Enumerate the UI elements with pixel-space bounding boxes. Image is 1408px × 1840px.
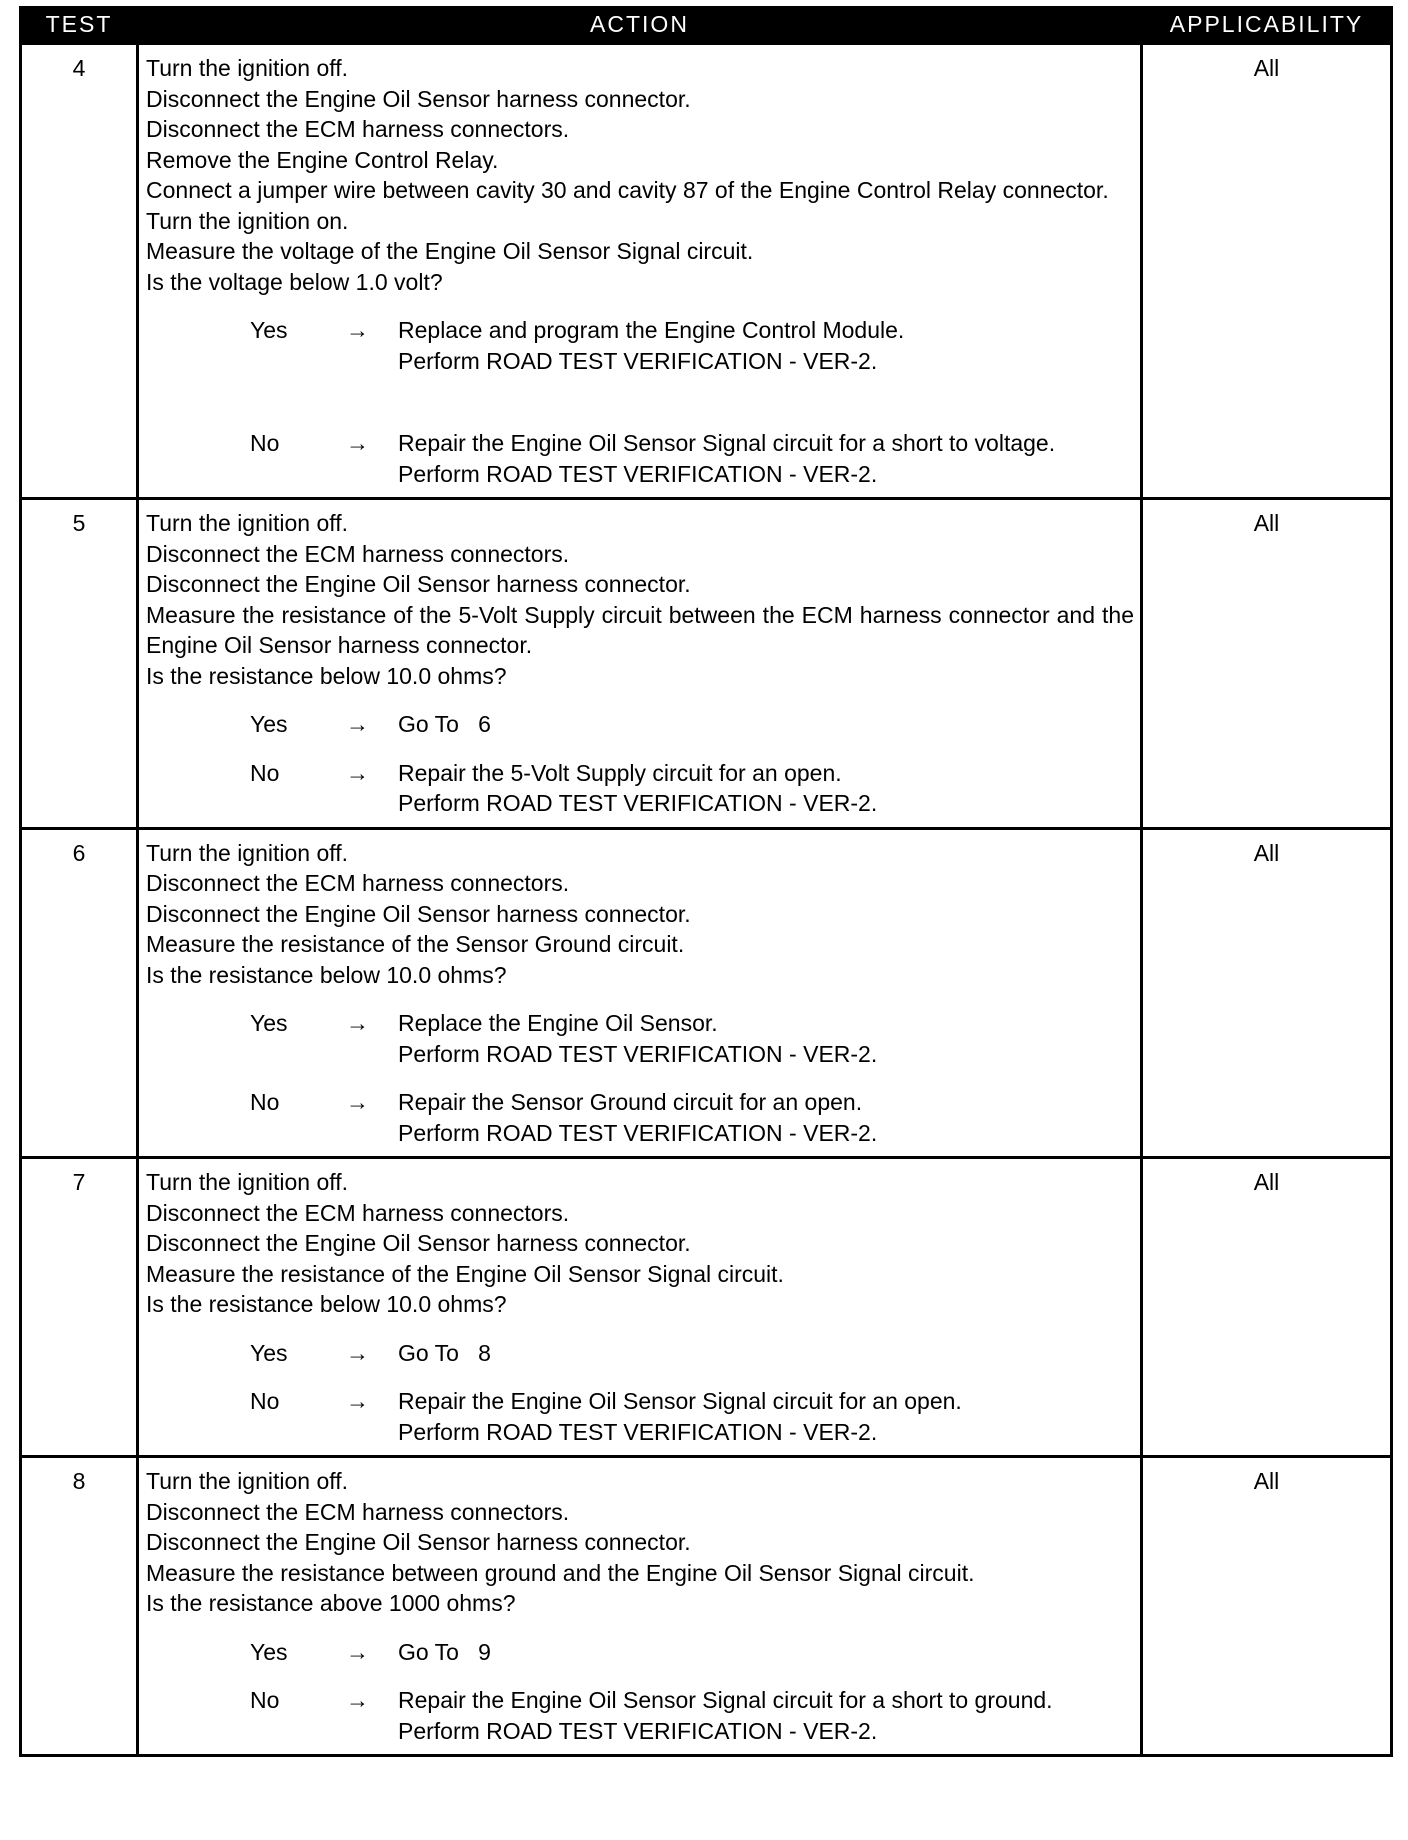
outcome-line: Repair the Engine Oil Sensor Signal circuit for a short to ground. bbox=[398, 1687, 1053, 1713]
outcome-yes-label: Yes bbox=[250, 1339, 288, 1366]
table-row bbox=[21, 499, 1392, 829]
action-step: Is the resistance below 10.0 ohms? bbox=[146, 1291, 507, 1317]
right-arrow-icon: → bbox=[346, 317, 369, 343]
action-step: Turn the ignition off. bbox=[146, 510, 349, 536]
outcome-yes bbox=[146, 1637, 1134, 1668]
outcome-no-text bbox=[398, 1087, 1134, 1148]
outcome-line: Perform ROAD TEST VERIFICATION - VER-2. bbox=[398, 1717, 878, 1744]
right-arrow-icon: → bbox=[346, 1687, 369, 1713]
outcome-line: Go To 8 bbox=[398, 1339, 491, 1366]
outcome-yes-text bbox=[398, 315, 1134, 376]
action-step: Disconnect the ECM harness connectors. bbox=[146, 870, 570, 896]
outcome-yes-label: Yes bbox=[250, 1638, 288, 1665]
outcome-line: Perform ROAD TEST VERIFICATION - VER-2. bbox=[398, 1119, 878, 1146]
action-step: Measure the voltage of the Engine Oil Sensor Signal circuit. bbox=[146, 238, 754, 264]
test-number: 6 bbox=[21, 828, 138, 1158]
outcome-line: Perform ROAD TEST VERIFICATION - VER-2. bbox=[398, 790, 878, 816]
outcome-line: Repair the Sensor Ground circuit for an open. bbox=[398, 1089, 863, 1115]
action-step: Disconnect the ECM harness connectors. bbox=[146, 116, 570, 142]
outcome-no-label: No bbox=[250, 1687, 280, 1713]
outcome-no-text bbox=[398, 1386, 1134, 1447]
outcome-line: Go To 9 bbox=[398, 1638, 491, 1665]
action-step: Turn the ignition off. bbox=[146, 55, 349, 81]
outcome-no-text bbox=[398, 428, 1134, 489]
outcome-line: Perform ROAD TEST VERIFICATION - VER-2. bbox=[398, 460, 878, 487]
outcome-no bbox=[146, 428, 1134, 489]
action-step: Disconnect the Engine Oil Sensor harness connector. bbox=[146, 900, 691, 927]
applicability-cell: All bbox=[1142, 44, 1392, 499]
outcome-yes-text bbox=[398, 1338, 1134, 1369]
action-step: Measure the resistance of the Sensor Ground circuit. bbox=[146, 931, 685, 957]
outcome-yes-text bbox=[398, 709, 1134, 740]
outcome-line: Perform ROAD TEST VERIFICATION - VER-2. bbox=[398, 1040, 878, 1067]
action-step: Measure the resistance of the Engine Oil Sensor Signal circuit. bbox=[146, 1260, 784, 1287]
right-arrow-icon: → bbox=[346, 1089, 369, 1115]
action-step: Measure the resistance between ground and the Engine Oil Sensor Signal circuit. bbox=[146, 1559, 975, 1586]
outcome-line: Perform ROAD TEST VERIFICATION - VER-2. bbox=[398, 347, 878, 374]
outcome-no-text bbox=[398, 758, 1134, 819]
action-step: Connect a jumper wire between cavity 30 and cavity 87 of the Engine Control Relay connector. bbox=[146, 177, 1109, 203]
outcome-line: Go To 6 bbox=[398, 711, 491, 737]
action-step: Turn the ignition off. bbox=[146, 1468, 349, 1494]
action-step: Disconnect the ECM harness connectors. bbox=[146, 1199, 570, 1226]
action-step: Disconnect the Engine Oil Sensor harness connector. bbox=[146, 85, 691, 112]
action-step: Is the resistance below 10.0 ohms? bbox=[146, 662, 507, 689]
table-header-row bbox=[21, 6, 1392, 44]
outcome-yes-label: Yes bbox=[250, 711, 288, 737]
outcome-no bbox=[146, 1087, 1134, 1148]
outcome-line: Repair the 5-Volt Supply circuit for an open. bbox=[398, 759, 842, 786]
action-cell bbox=[138, 1158, 1142, 1457]
table-body bbox=[21, 44, 1392, 1756]
outcome-yes bbox=[146, 315, 1134, 376]
action-cell bbox=[138, 499, 1142, 829]
applicability-cell: All bbox=[1142, 828, 1392, 1158]
action-cell bbox=[138, 44, 1142, 499]
action-step: Is the voltage below 1.0 volt? bbox=[146, 268, 443, 295]
outcome-line: Repair the Engine Oil Sensor Signal circuit for an open. bbox=[398, 1388, 962, 1414]
outcome-line: Replace and program the Engine Control Module. bbox=[398, 317, 905, 343]
outcome-yes-label: Yes bbox=[250, 1010, 288, 1036]
diagnostic-test-table bbox=[19, 6, 1393, 1757]
outcome-yes-text bbox=[398, 1008, 1134, 1069]
outcome-yes bbox=[146, 1338, 1134, 1369]
action-step: Is the resistance above 1000 ohms? bbox=[146, 1590, 516, 1616]
test-number: 8 bbox=[21, 1457, 138, 1756]
right-arrow-icon: → bbox=[346, 1388, 369, 1414]
action-step: Turn the ignition on. bbox=[146, 207, 349, 234]
right-arrow-icon: → bbox=[346, 1010, 369, 1036]
outcome-no bbox=[146, 758, 1134, 819]
outcome-no-text bbox=[398, 1685, 1134, 1746]
table-row bbox=[21, 1158, 1392, 1457]
test-number: 7 bbox=[21, 1158, 138, 1457]
action-step: Disconnect the Engine Oil Sensor harness connector. bbox=[146, 1230, 691, 1256]
header-applicability: APPLICABILITY bbox=[1142, 6, 1392, 44]
action-step: Turn the ignition off. bbox=[146, 1169, 349, 1195]
test-number: 4 bbox=[21, 44, 138, 499]
right-arrow-icon: → bbox=[346, 1638, 369, 1665]
outcome-yes bbox=[146, 709, 1134, 740]
outcome-no bbox=[146, 1685, 1134, 1746]
applicability-cell: All bbox=[1142, 1457, 1392, 1756]
outcome-line: Replace the Engine Oil Sensor. bbox=[398, 1010, 718, 1036]
outcome-yes bbox=[146, 1008, 1134, 1069]
action-cell bbox=[138, 1457, 1142, 1756]
action-step: Turn the ignition off. bbox=[146, 839, 349, 866]
outcome-no bbox=[146, 1386, 1134, 1447]
action-cell bbox=[138, 828, 1142, 1158]
header-action: ACTION bbox=[138, 6, 1142, 44]
table-row bbox=[21, 44, 1392, 499]
applicability-cell: All bbox=[1142, 1158, 1392, 1457]
action-step: Disconnect the Engine Oil Sensor harness connector. bbox=[146, 1529, 691, 1555]
test-number: 5 bbox=[21, 499, 138, 829]
right-arrow-icon: → bbox=[346, 711, 369, 737]
right-arrow-icon: → bbox=[346, 430, 369, 456]
outcome-no-label: No bbox=[250, 759, 280, 786]
outcome-no-label: No bbox=[250, 1388, 280, 1414]
action-step: Disconnect the ECM harness connectors. bbox=[146, 540, 570, 567]
applicability-cell: All bbox=[1142, 499, 1392, 829]
right-arrow-icon: → bbox=[346, 759, 369, 786]
header-test: TEST bbox=[21, 6, 138, 44]
table-row bbox=[21, 1457, 1392, 1756]
outcome-line: Repair the Engine Oil Sensor Signal circuit for a short to voltage. bbox=[398, 430, 1056, 456]
action-step: Disconnect the Engine Oil Sensor harness connector. bbox=[146, 571, 691, 597]
action-step: Measure the resistance of the 5-Volt Supply circuit between the ECM harness connector and the Engine Oil Sensor harness connector. bbox=[146, 601, 1141, 658]
outcome-yes-label: Yes bbox=[250, 317, 288, 343]
outcome-no-label: No bbox=[250, 1089, 280, 1115]
outcome-line: Perform ROAD TEST VERIFICATION - VER-2. bbox=[398, 1418, 878, 1445]
action-step: Remove the Engine Control Relay. bbox=[146, 146, 499, 173]
action-step: Is the resistance below 10.0 ohms? bbox=[146, 961, 507, 988]
right-arrow-icon: → bbox=[346, 1339, 369, 1366]
table-row bbox=[21, 828, 1392, 1158]
outcome-yes-text bbox=[398, 1637, 1134, 1668]
outcome-no-label: No bbox=[250, 430, 280, 456]
action-step: Disconnect the ECM harness connectors. bbox=[146, 1498, 570, 1525]
